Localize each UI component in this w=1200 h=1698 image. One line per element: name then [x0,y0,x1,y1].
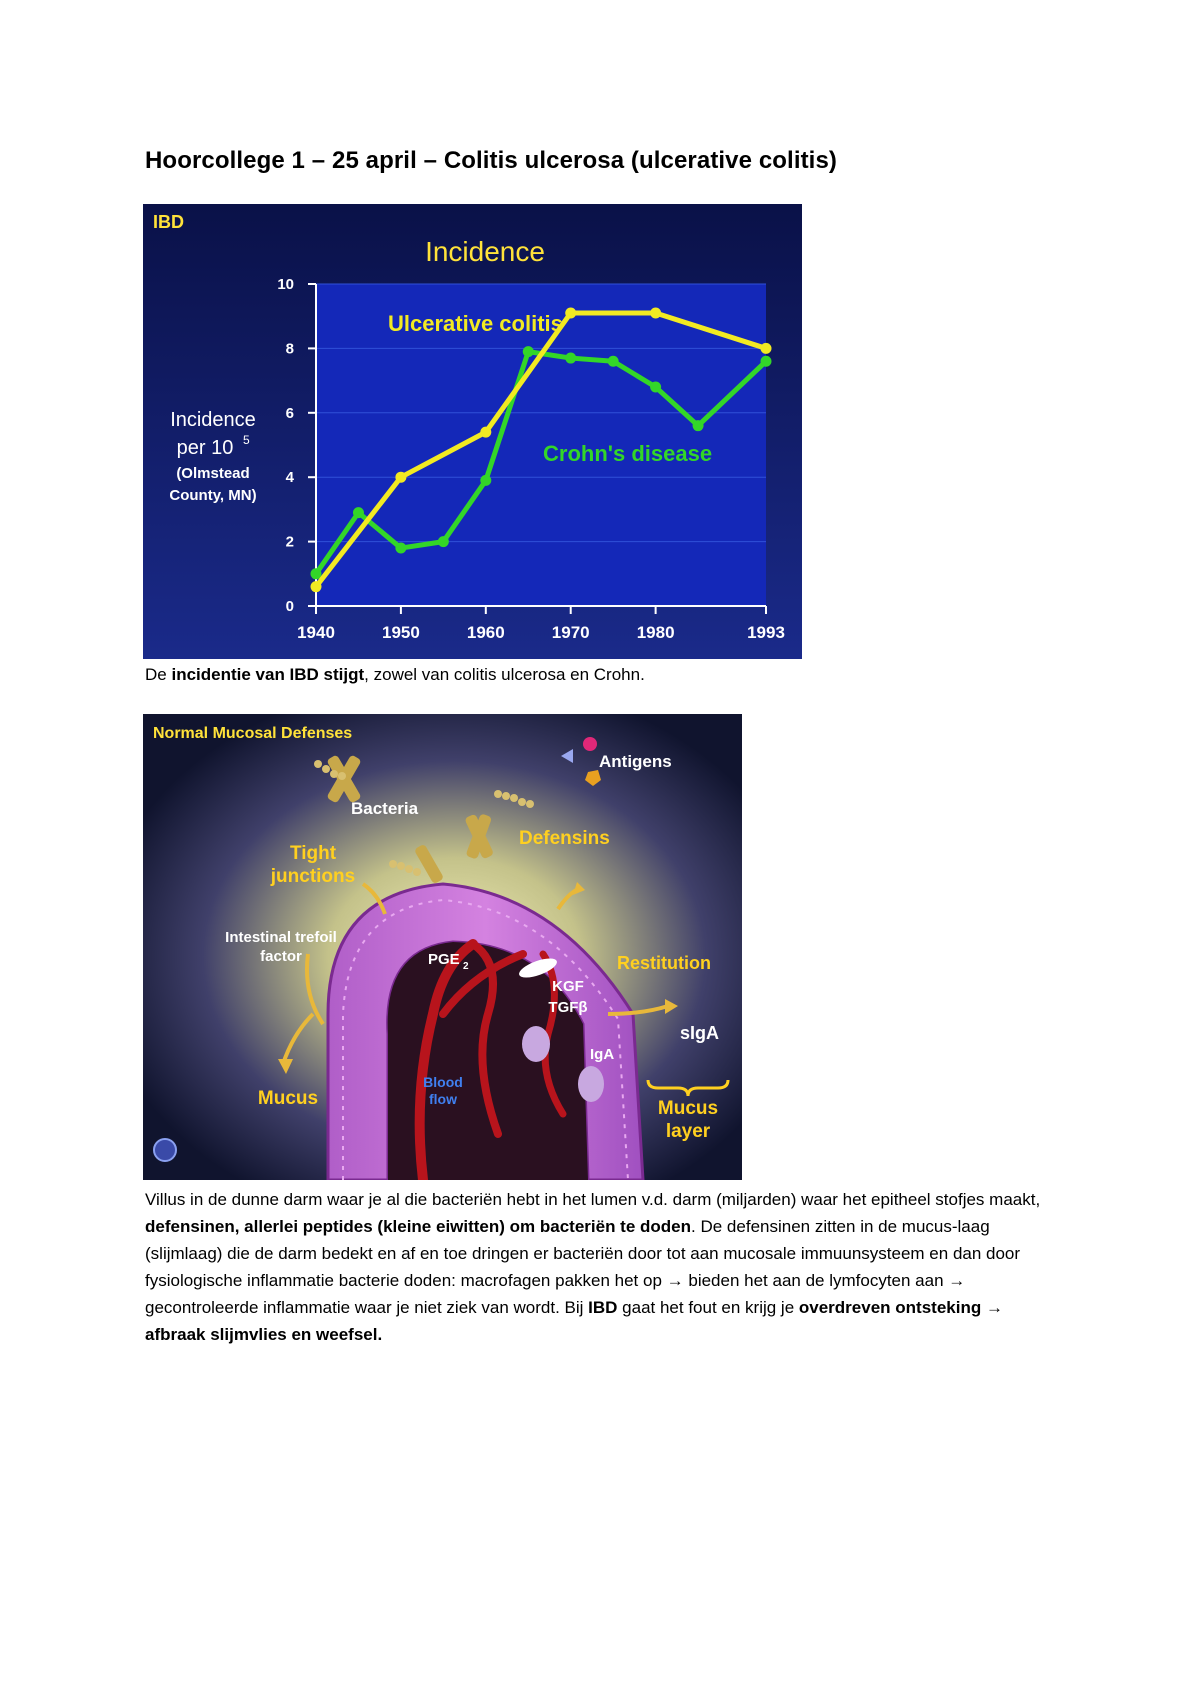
page-title: Hoorcollege 1 – 25 april – Colitis ulcerosa (ulcerative colitis) [145,147,837,174]
lymphocyte-cell [522,1026,550,1062]
x-tick-label: 1950 [381,623,420,642]
point-crohns [480,475,491,486]
legend-ulcerative-colitis: Ulcerative colitis [388,311,563,336]
label-defensins: Defensins [519,828,610,849]
explanation-paragraph [145,1186,1065,1348]
plasma-cell [578,1066,604,1102]
caption-incidence [145,664,645,686]
ylabel-superscript: 5 [243,433,250,447]
point-crohns [761,356,772,367]
caption-text-2: , zowel van colitis ulcerosa en Crohn. [364,665,645,684]
caption-text-1: De [145,665,172,684]
point-crohns [608,356,619,367]
paragraph-text-2: . De defensinen zitten in de mucus-laag (slijmlaag) die de darm bedekt en af en toe dringen er bacteriën door tot aan mucosale immuunsysteem en dan door fysiologische inflammatie bacterie doden: macrofagen pakken het op → bieden het aan de lymfocyten aan → gecontroleerde inflammatie waar je niet ziek van wordt. Bij [145,1217,1021,1317]
antigen-sphere [583,737,597,751]
slide-tag: IBD [153,212,184,232]
label-iga: IgA [590,1046,615,1063]
label-pge: PGE [428,951,460,968]
x-tick-label: 1940 [297,623,335,642]
point-ulcerative-colitis [311,581,322,592]
legend-crohns: Crohn's disease [543,441,713,466]
label-flow: flow [429,1091,457,1107]
chart-title: Incidence [425,236,545,267]
logo-icon [154,1139,176,1161]
label-mucus: Mucus [257,1088,319,1109]
label-junctions: junctions [270,866,356,887]
ylabel-line4: County, MN) [169,487,257,504]
point-crohns [438,536,449,547]
label-tight: Tight [289,843,337,864]
point-crohns [353,507,364,518]
x-tick-label: 1993 [747,623,785,642]
y-tick-label: 8 [285,340,294,358]
point-crohns [523,346,534,357]
label-mucus-layer-2: layer [665,1121,711,1142]
label-restitution: Restitution [617,953,711,973]
label-tgf: TGFβ [548,999,588,1016]
point-crohns [565,353,576,364]
point-crohns [693,420,704,431]
mucosal-defenses-slide [143,714,742,1180]
label-kgf: KGF [552,978,584,995]
ylabel-line2: per 10 [176,437,234,459]
label-bacteria: Bacteria [351,799,419,818]
x-tick-label: 1970 [551,623,590,642]
label-factor: factor [260,948,302,965]
y-tick-label: 6 [285,404,294,422]
point-ulcerative-colitis [565,307,576,318]
point-ulcerative-colitis [395,472,406,483]
label-mucus-layer-1: Mucus [657,1098,719,1119]
label-blood: Blood [423,1074,463,1090]
paragraph-bold-3: overdreven ontsteking [798,1298,982,1317]
label-pge-subscript: 2 [463,961,469,972]
paragraph-bold-4: afbraak slijmvlies en weefsel. [145,1325,383,1344]
ylabel-line3: (Olmstead [176,465,250,482]
y-tick-label: 2 [285,533,294,551]
x-tick-label: 1960 [466,623,505,642]
paragraph-bold-1: defensinen, allerlei peptides (kleine eiwitten) om bacteriën te doden [145,1217,692,1236]
label-antigens: Antigens [599,752,672,771]
y-tick-label: 0 [285,598,294,615]
incidence-chart-slide [143,204,802,659]
slide-title: Normal Mucosal Defenses [153,725,353,742]
point-ulcerative-colitis [480,427,491,438]
label-siga: sIgA [680,1023,720,1043]
point-crohns [650,382,661,393]
paragraph-bold-2: IBD [588,1298,618,1317]
label-intestinal-trefoil: Intestinal trefoil [225,929,337,946]
point-ulcerative-colitis [761,343,772,354]
caption-bold: incidentie van IBD stijgt [171,665,365,684]
point-crohns [395,543,406,554]
paragraph-text-4: → [981,1298,1003,1317]
ylabel-line1: Incidence [170,409,256,431]
x-tick-label: 1980 [636,623,675,642]
point-ulcerative-colitis [650,307,661,318]
y-tick-label: 10 [277,276,294,293]
paragraph-text-1: Villus in de dunne darm waar je al die bacteriën hebt in het lumen v.d. darm (miljarden) waar het epitheel stofjes maakt, [145,1190,1041,1209]
y-tick-label: 4 [285,469,294,487]
paragraph-text-3: gaat het fout en krijg je [617,1298,799,1317]
